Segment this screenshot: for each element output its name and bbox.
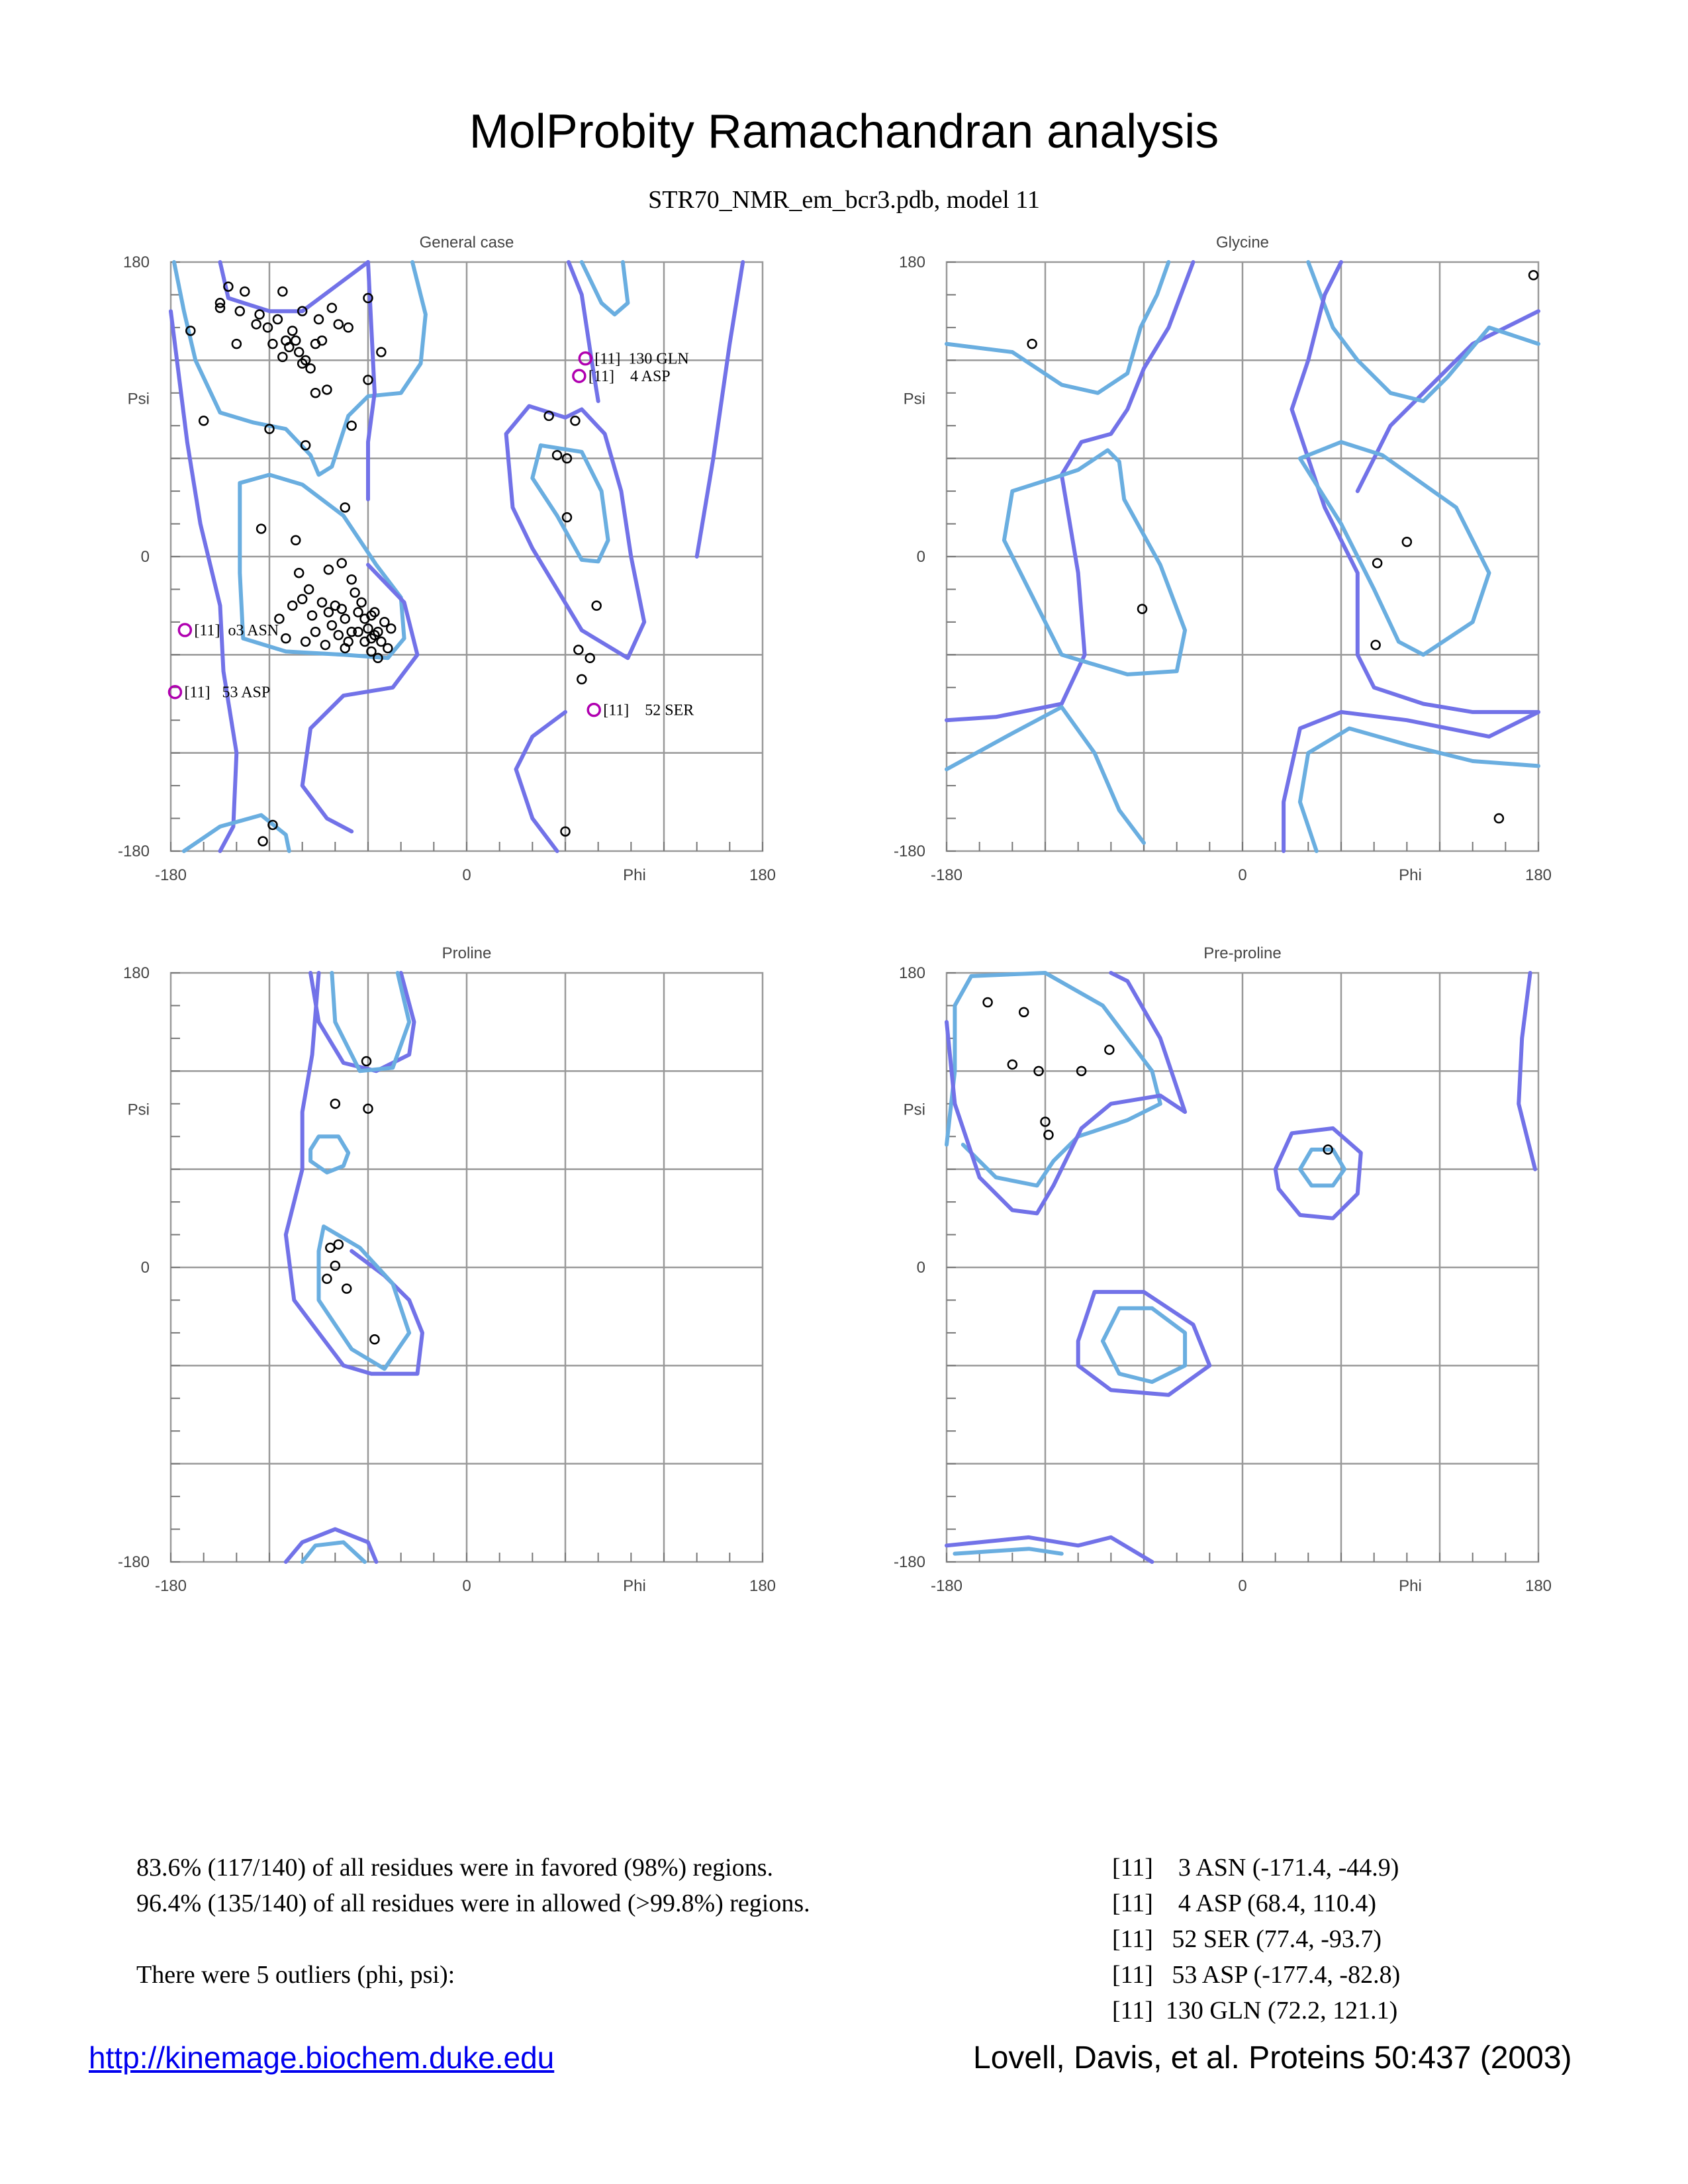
panel-title: Glycine xyxy=(1215,234,1270,251)
data-point xyxy=(288,326,297,335)
data-point xyxy=(328,304,336,312)
data-point xyxy=(263,323,272,332)
y-axis-label: Psi xyxy=(903,390,925,408)
outlier-label: [11] 4 ASP xyxy=(588,368,671,386)
x-tick-label: 0 xyxy=(462,1577,471,1595)
x-tick-label: 0 xyxy=(1238,866,1247,884)
allowed-contour xyxy=(1276,1128,1361,1218)
x-tick-label: -180 xyxy=(930,1577,963,1595)
data-point xyxy=(574,645,583,654)
data-point xyxy=(1529,271,1538,279)
data-point xyxy=(281,634,290,643)
favored-contour xyxy=(303,1542,365,1562)
data-point xyxy=(273,315,282,324)
allowed-summary: 96.4% (135/140) of all residues were in allowed (>99.8%) regions. xyxy=(136,1889,810,1917)
data-point xyxy=(387,624,395,633)
data-point xyxy=(259,837,267,846)
outlier-point xyxy=(588,704,600,716)
y-tick-label: 180 xyxy=(122,964,150,982)
y-tick-label: -180 xyxy=(893,842,925,860)
outlier-label: [11] 130 GLN xyxy=(594,350,689,368)
favored-contour xyxy=(582,262,628,314)
outlier-list-item: [11] 3 ASN (-171.4, -44.9) xyxy=(1112,1854,1399,1882)
data-point xyxy=(571,416,579,425)
panel-title: Proline xyxy=(442,944,492,962)
data-point xyxy=(351,588,359,597)
allowed-contour xyxy=(516,712,566,851)
data-point xyxy=(322,385,331,394)
y-tick-label: 180 xyxy=(898,964,925,982)
y-tick-label: -180 xyxy=(117,1553,150,1571)
allowed-contour xyxy=(947,973,1185,1213)
data-point xyxy=(348,422,356,430)
data-point xyxy=(328,621,336,629)
outlier-list-item: [11] 52 SER (77.4, -93.7) xyxy=(1112,1925,1382,1953)
x-axis-label: Phi xyxy=(623,866,646,884)
y-axis-label: Psi xyxy=(127,390,150,408)
outlier-point xyxy=(179,624,191,636)
outlier-label: [11] o3 ASN xyxy=(194,622,279,640)
outlier-label: [11] 52 SER xyxy=(603,702,694,719)
data-point xyxy=(577,675,586,684)
y-tick-label: 0 xyxy=(140,1259,150,1277)
data-point xyxy=(1495,814,1503,823)
data-point xyxy=(311,627,320,636)
data-point xyxy=(321,641,330,649)
allowed-contour xyxy=(947,1537,1152,1562)
y-tick-label: -180 xyxy=(117,842,150,860)
data-point xyxy=(322,1275,331,1283)
data-point xyxy=(324,608,333,617)
data-point xyxy=(370,1335,379,1343)
data-point xyxy=(1403,537,1411,546)
data-point xyxy=(301,637,310,646)
data-point xyxy=(306,364,315,373)
x-tick-label: 180 xyxy=(1524,866,1552,884)
outlier-label: [11] 53 ASP xyxy=(184,684,271,702)
favored-contour xyxy=(532,445,608,562)
y-tick-label: -180 xyxy=(893,1553,925,1571)
x-tick-label: -180 xyxy=(930,866,963,884)
data-point xyxy=(563,513,571,522)
allowed-contour xyxy=(368,262,375,500)
favored-contour xyxy=(947,973,1160,1185)
data-point xyxy=(348,575,356,584)
data-point xyxy=(199,416,208,425)
data-point xyxy=(377,347,385,356)
data-point xyxy=(1138,605,1147,614)
data-point xyxy=(334,631,343,639)
data-point xyxy=(357,598,366,607)
x-tick-label: 0 xyxy=(1238,1577,1247,1595)
allowed-contour xyxy=(220,262,369,311)
outliers-heading: There were 5 outliers (phi, psi): xyxy=(136,1961,455,1989)
data-point xyxy=(308,612,316,620)
data-point xyxy=(295,347,303,356)
kinemage-url-link[interactable]: http://kinemage.biochem.duke.edu xyxy=(89,2040,555,2075)
data-point xyxy=(334,1240,343,1249)
data-point xyxy=(338,559,346,567)
favored-summary: 83.6% (117/140) of all residues were in favored (98%) regions. xyxy=(136,1854,774,1882)
allowed-contour xyxy=(506,406,645,659)
outlier-list-item: [11] 130 GLN (72.2, 121.1) xyxy=(1112,1997,1398,2025)
data-point xyxy=(240,287,249,296)
data-point xyxy=(232,340,241,348)
favored-contour xyxy=(319,1226,410,1369)
favored-contour xyxy=(1300,1150,1344,1185)
x-tick-label: -180 xyxy=(154,866,187,884)
data-point xyxy=(383,644,392,653)
data-point xyxy=(331,1261,340,1270)
data-point xyxy=(236,307,244,316)
data-point xyxy=(342,1285,351,1293)
data-point xyxy=(256,310,264,319)
favored-contour xyxy=(174,262,426,475)
x-tick-label: 0 xyxy=(462,866,471,884)
y-axis-label: Psi xyxy=(903,1101,925,1119)
favored-contour xyxy=(332,973,409,1071)
data-point xyxy=(324,565,333,574)
data-point xyxy=(295,569,303,577)
x-tick-label: 180 xyxy=(1524,1577,1552,1595)
y-axis-label: Psi xyxy=(127,1101,150,1119)
data-point xyxy=(291,536,300,545)
data-point xyxy=(331,1099,340,1108)
favored-contour xyxy=(310,1136,348,1172)
y-tick-label: 180 xyxy=(898,253,925,271)
data-point xyxy=(1019,1008,1028,1017)
data-point xyxy=(291,336,300,345)
data-point xyxy=(305,585,313,594)
panel-title: Pre-proline xyxy=(1203,944,1282,962)
data-point xyxy=(252,320,261,328)
panel-title: General case xyxy=(419,234,514,251)
y-tick-label: 0 xyxy=(140,548,150,566)
y-tick-label: 0 xyxy=(916,1259,925,1277)
favored-contour xyxy=(947,262,1168,393)
data-point xyxy=(1373,559,1382,567)
x-axis-label: Phi xyxy=(623,1577,646,1595)
favored-contour xyxy=(955,1549,1061,1553)
data-point xyxy=(326,1244,334,1252)
citation: Lovell, Davis, et al. Proteins 50:437 (2003) xyxy=(973,2040,1572,2075)
favored-contour xyxy=(1300,729,1538,851)
page-title: MolProbity Ramachandran analysis xyxy=(469,105,1219,158)
allowed-contour xyxy=(947,262,1194,720)
data-point xyxy=(341,503,350,512)
data-point xyxy=(288,602,297,610)
data-point xyxy=(344,323,353,332)
outlier-list-item: [11] 4 ASP (68.4, 110.4) xyxy=(1112,1889,1376,1917)
data-point xyxy=(318,598,326,607)
data-point xyxy=(257,524,265,533)
outlier-list-item: [11] 53 ASP (-177.4, -82.8) xyxy=(1112,1961,1401,1989)
data-point xyxy=(1028,340,1037,348)
favored-contour xyxy=(1004,450,1185,674)
data-point xyxy=(314,315,323,324)
outlier-point xyxy=(573,370,585,382)
page-subtitle: STR70_NMR_em_bcr3.pdb, model 11 xyxy=(648,186,1040,214)
data-point xyxy=(1372,641,1380,649)
x-tick-label: 180 xyxy=(749,1577,776,1595)
favored-contour xyxy=(1300,442,1489,655)
data-point xyxy=(1105,1046,1113,1054)
data-point xyxy=(311,388,320,397)
allowed-contour xyxy=(1358,311,1538,491)
x-tick-label: 180 xyxy=(749,866,776,884)
x-tick-label: -180 xyxy=(154,1577,187,1595)
data-point xyxy=(278,287,287,296)
allowed-contour xyxy=(171,311,236,851)
y-tick-label: 0 xyxy=(916,548,925,566)
x-axis-label: Phi xyxy=(1399,1577,1422,1595)
x-axis-label: Phi xyxy=(1399,866,1422,884)
data-point xyxy=(592,602,601,610)
favored-contour xyxy=(1308,262,1538,401)
data-point xyxy=(341,614,350,623)
data-point xyxy=(334,320,343,328)
y-tick-label: 180 xyxy=(122,253,150,271)
data-point xyxy=(984,998,992,1007)
allowed-contour xyxy=(697,262,743,557)
data-point xyxy=(298,595,306,604)
data-point xyxy=(1008,1060,1017,1069)
data-point xyxy=(362,1057,371,1066)
allowed-contour xyxy=(1284,712,1538,851)
